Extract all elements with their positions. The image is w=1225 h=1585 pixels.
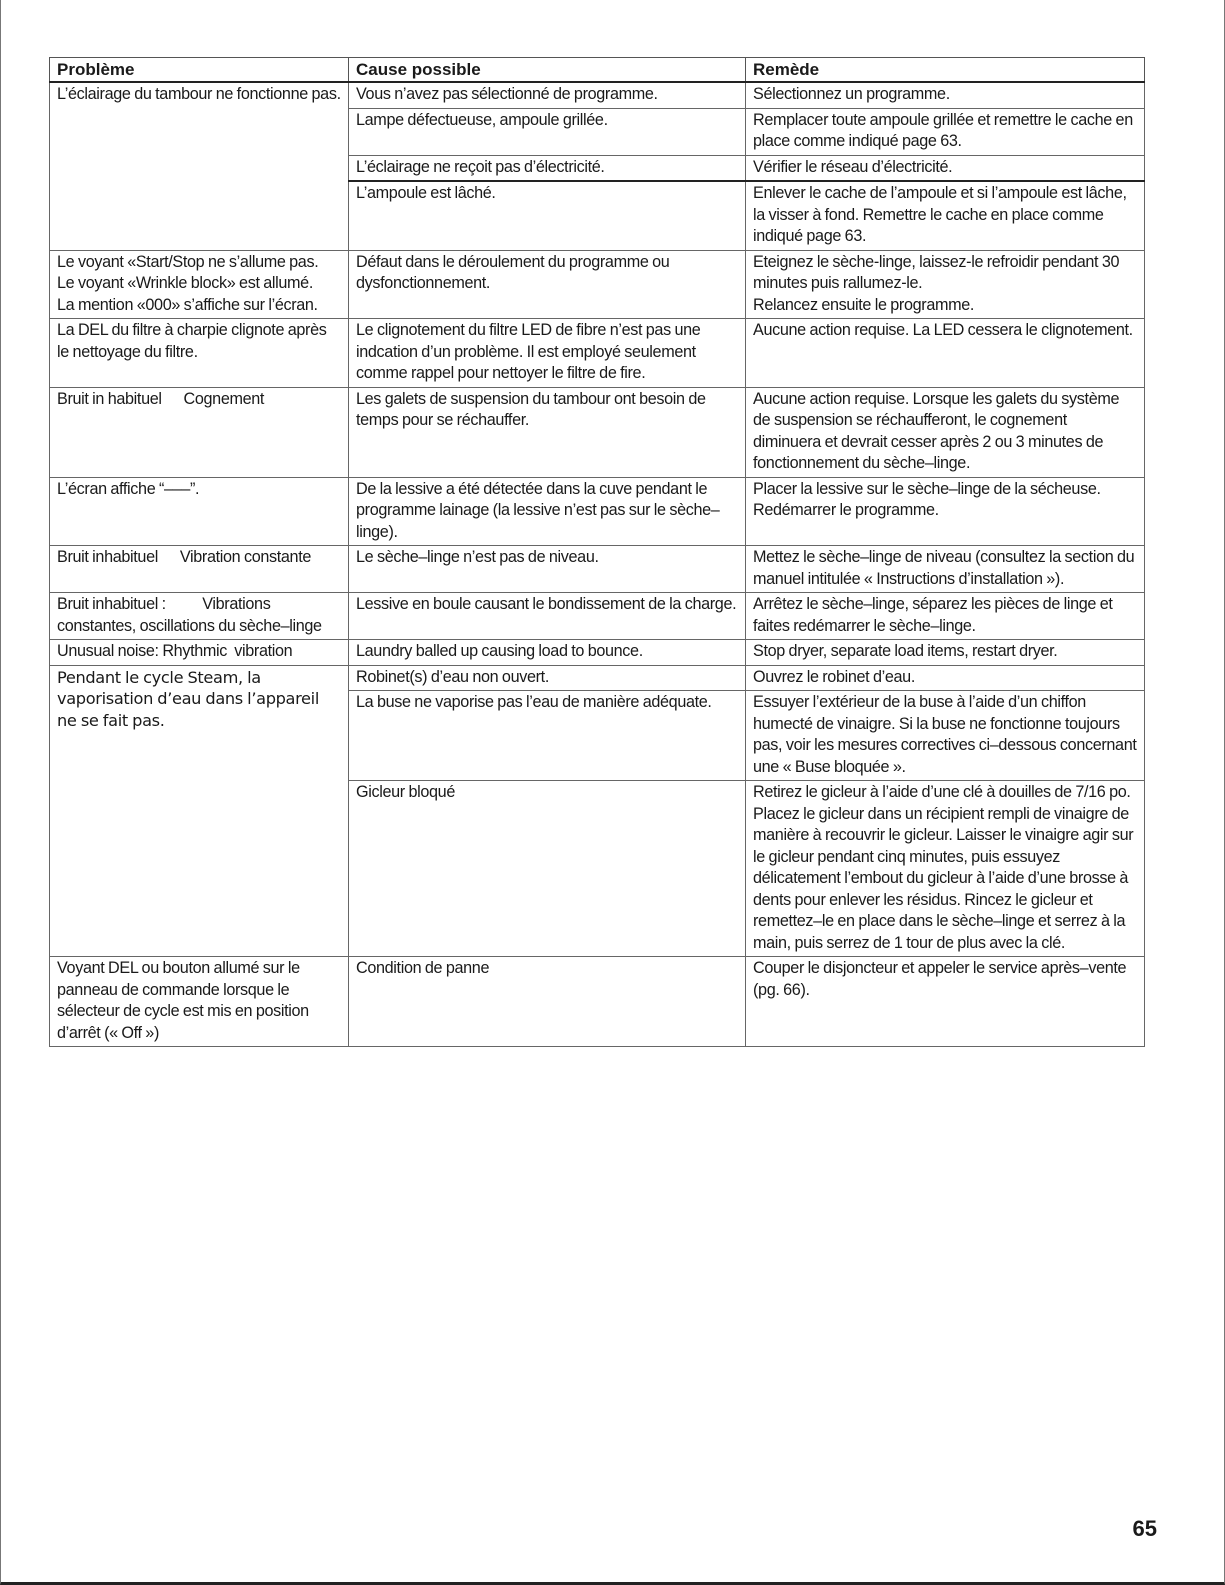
- remedy-cell: Vérifier le réseau d’électricité.: [746, 155, 1145, 181]
- remedy-cell: Aucune action requise. Lorsque les galets du système de suspension se réchaufferont, le cognement diminuera et devrait cesser après 2 ou 3 minutes de fonctionnement du sèche–linge.: [746, 387, 1145, 477]
- remedy-cell: Essuyer l’extérieur de la buse à l’aide d’un chiffon humecté de vinaigre. Si la buse ne fonctionne toujours pas, voir les mesures correctives ci–dessous concernant une « Buse bloquée ».: [746, 691, 1145, 781]
- table-row: [50, 665, 1145, 691]
- remedy-cell: Enlever le cache de l’ampoule et si l’ampoule est lâche, la visser à fond. Remettre le cache en place comme indiqué page 63.: [746, 181, 1145, 250]
- remedy-cell: Couper le disjoncteur et appeler le service après–vente (pg. 66).: [746, 957, 1145, 1047]
- header-cause: Cause possible: [349, 58, 746, 83]
- problem-line: Le voyant «Wrinkle block» est allumé.: [57, 274, 313, 292]
- remedy-cell: Stop dryer, separate load items, restart dryer.: [746, 640, 1145, 666]
- cause-cell: Le sèche–linge n’est pas de niveau.: [349, 546, 746, 593]
- cause-cell: Les galets de suspension du tambour ont besoin de temps pour se réchauffer.: [349, 387, 746, 477]
- remedy-cell: Sélectionnez un programme.: [746, 82, 1145, 108]
- cause-cell: L’éclairage ne reçoit pas d’électricité.: [349, 155, 746, 181]
- cause-cell: L’ampoule est lâché.: [349, 181, 746, 250]
- cause-cell: Laundry balled up causing load to bounce.: [349, 640, 746, 666]
- problem-cell: Bruit in habituel Cognement: [50, 387, 349, 477]
- table-row: [50, 640, 1145, 666]
- remedy-line: Redémarrer le programme.: [753, 501, 939, 519]
- problem-line: La mention «000» s’affiche sur l’écran.: [57, 295, 318, 314]
- problem-cell: Unusual noise: Rhythmic vibration: [50, 640, 349, 666]
- table-row: [50, 319, 1145, 388]
- cause-cell: Lampe défectueuse, ampoule grillée.: [349, 108, 746, 155]
- remedy-line: Eteignez le sèche-linge, laissez-le refroidir pendant 30 minutes puis rallumez-le.: [753, 252, 1120, 292]
- table-row: [50, 593, 1145, 640]
- problem-cell: L’écran affiche “–––”.: [50, 477, 349, 546]
- remedy-line: Relancez ensuite le programme.: [753, 295, 975, 314]
- table-row: [50, 546, 1145, 593]
- cause-cell: Le clignotement du filtre LED de fibre n’est pas une indcation d’un problème. Il est employé seulement comme rappel pour nettoyer le filtre de fire.: [349, 319, 746, 388]
- problem-cell: La DEL du filtre à charpie clignote après le nettoyage du filtre.: [50, 319, 349, 388]
- table-header-row: [50, 58, 1145, 83]
- problem-cell: Bruit inhabituel : Vibrations constantes, oscillations du sèche–linge: [50, 593, 349, 640]
- cause-cell: De la lessive a été détectée dans la cuve pendant le programme lainage (la lessive n’est pas sur le sèche–linge).: [349, 477, 746, 546]
- remedy-cell: [746, 477, 1145, 546]
- problem-cell: Pendant le cycle Steam, la vaporisation d’eau dans l’appareil ne se fait pas.: [50, 665, 349, 957]
- troubleshooting-table: [49, 57, 1145, 1047]
- problem-cell: Bruit inhabituel Vibration constante: [50, 546, 349, 593]
- problem-cell: [50, 250, 349, 319]
- cause-cell: Gicleur bloqué: [349, 781, 746, 957]
- remedy-cell: [746, 250, 1145, 319]
- cause-cell: Vous n’avez pas sélectionné de programme.: [349, 82, 746, 108]
- table-row: [50, 477, 1145, 546]
- remedy-cell: Aucune action requise. La LED cessera le clignotement.: [746, 319, 1145, 388]
- table-row: [50, 82, 1145, 108]
- header-probleme: Problème: [50, 58, 349, 83]
- page-number: 65: [1132, 1516, 1157, 1541]
- table-row: [50, 250, 1145, 319]
- remedy-line: Placer la lessive sur le sèche–linge de la sécheuse.: [753, 479, 1101, 498]
- cause-cell: Robinet(s) d’eau non ouvert.: [349, 665, 746, 691]
- cause-cell: Défaut dans le déroulement du programme ou dysfonctionnement.: [349, 250, 746, 319]
- cause-cell: Lessive en boule causant le bondissement de la charge.: [349, 593, 746, 640]
- remedy-cell: Remplacer toute ampoule grillée et remettre le cache en place comme indiqué page 63.: [746, 108, 1145, 155]
- cause-cell: La buse ne vaporise pas l’eau de manière adéquate.: [349, 691, 746, 781]
- problem-cell: Voyant DEL ou bouton allumé sur le panneau de commande lorsque le sélecteur de cycle est mis en position d’arrêt (« Off »): [50, 957, 349, 1047]
- remedy-cell: Ouvrez le robinet d’eau.: [746, 665, 1145, 691]
- remedy-cell: Arrêtez le sèche–linge, séparez les pièces de linge et faites redémarrer le sèche–linge.: [746, 593, 1145, 640]
- problem-line: Le voyant «Start/Stop ne s’allume pas.: [57, 252, 319, 271]
- header-remede: Remède: [746, 58, 1145, 83]
- remedy-cell: Mettez le sèche–linge de niveau (consultez la section du manuel intitulée « Instructions d’installation »).: [746, 546, 1145, 593]
- problem-cell: L’éclairage du tambour ne fonctionne pas.: [50, 82, 349, 250]
- remedy-cell: Retirez le gicleur à l’aide d’une clé à douilles de 7/16 po. Placez le gicleur dans un récipient rempli de vinaigre de manière à recouvrir le gicleur. Laisser le vinaigre agir sur le gicleur pendant cinq minutes, puis essuyez délicatement l’embout du gicleur à l’aide d’une brosse à dents pour enlever les résidus. Rincez le gicleur et remettez–le en place dans le sèche–linge et serrez à la main, puis serrez de 1 tour de plus avec la clé.: [746, 781, 1145, 957]
- table-row: [50, 957, 1145, 1047]
- cause-cell: Condition de panne: [349, 957, 746, 1047]
- table-row: [50, 387, 1145, 477]
